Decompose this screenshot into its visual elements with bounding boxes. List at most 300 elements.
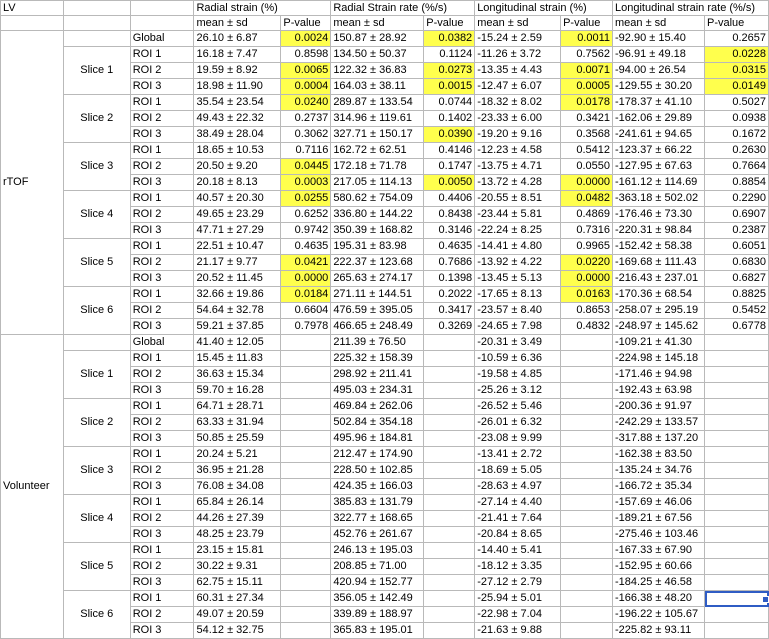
p-value-cell[interactable]	[705, 559, 769, 575]
mean-sd-cell[interactable]: -14.40 ± 5.41	[475, 543, 561, 559]
slice-label[interactable]: Slice 1	[63, 351, 130, 399]
p-value-cell[interactable]: 0.7978	[281, 319, 331, 335]
p-value-cell[interactable]: 0.7316	[561, 223, 613, 239]
p-value-cell[interactable]	[561, 351, 613, 367]
mean-sd-cell[interactable]: 49.65 ± 23.29	[194, 207, 281, 223]
p-value-header[interactable]: P-value	[705, 16, 769, 31]
mean-sd-cell[interactable]: -18.32 ± 8.02	[475, 95, 561, 111]
p-value-cell[interactable]: 0.0421	[281, 255, 331, 271]
slice-label[interactable]: Slice 2	[63, 399, 130, 447]
p-value-cell[interactable]: 0.3568	[561, 127, 613, 143]
mean-sd-cell[interactable]: -23.33 ± 6.00	[475, 111, 561, 127]
slice-label[interactable]: Slice 6	[63, 287, 130, 335]
group-label[interactable]: Volunteer	[1, 335, 64, 639]
p-value-cell[interactable]: 0.0255	[281, 191, 331, 207]
p-value-cell[interactable]	[561, 415, 613, 431]
p-value-cell[interactable]	[281, 399, 331, 415]
mean-sd-cell[interactable]: 172.18 ± 71.78	[331, 159, 424, 175]
mean-sd-cell[interactable]: 41.40 ± 12.05	[194, 335, 281, 351]
p-value-cell[interactable]: 0.0149	[705, 79, 769, 95]
p-value-cell[interactable]	[561, 591, 613, 607]
p-value-cell[interactable]: 0.0445	[281, 159, 331, 175]
mean-sd-cell[interactable]: 217.05 ± 114.13	[331, 175, 424, 191]
corner-label[interactable]: LV	[1, 1, 64, 16]
p-value-cell[interactable]	[705, 479, 769, 495]
p-value-cell[interactable]: 0.4832	[561, 319, 613, 335]
mean-sd-cell[interactable]: 65.84 ± 26.14	[194, 495, 281, 511]
p-value-cell[interactable]: 0.0065	[281, 63, 331, 79]
mean-sd-cell[interactable]: 76.08 ± 34.08	[194, 479, 281, 495]
p-value-cell[interactable]: 0.3269	[424, 319, 475, 335]
slice-label[interactable]: Slice 5	[63, 239, 130, 287]
p-value-cell[interactable]: 0.0003	[281, 175, 331, 191]
mean-sd-cell[interactable]: 246.13 ± 195.03	[331, 543, 424, 559]
p-value-cell[interactable]	[705, 415, 769, 431]
roi-label[interactable]: ROI 2	[130, 63, 194, 79]
mean-sd-cell[interactable]: 32.66 ± 19.86	[194, 287, 281, 303]
p-value-cell[interactable]: 0.4406	[424, 191, 475, 207]
mean-sd-cell[interactable]: 44.26 ± 27.39	[194, 511, 281, 527]
roi-label[interactable]: ROI 3	[130, 271, 194, 287]
p-value-cell[interactable]: 0.2737	[281, 111, 331, 127]
roi-label[interactable]: ROI 2	[130, 607, 194, 623]
mean-sd-cell[interactable]: -224.98 ± 145.18	[613, 351, 705, 367]
mean-sd-cell[interactable]: -22.98 ± 7.04	[475, 607, 561, 623]
p-value-cell[interactable]: 0.0228	[705, 47, 769, 63]
p-value-cell[interactable]: 0.9742	[281, 223, 331, 239]
p-value-cell[interactable]: 0.0178	[561, 95, 613, 111]
p-value-cell[interactable]	[424, 623, 475, 639]
p-value-cell[interactable]	[281, 511, 331, 527]
mean-sd-cell[interactable]: -363.18 ± 502.02	[613, 191, 705, 207]
mean-sd-cell[interactable]: 54.64 ± 32.78	[194, 303, 281, 319]
mean-sd-cell[interactable]: -157.69 ± 46.06	[613, 495, 705, 511]
mean-sd-cell[interactable]: -13.92 ± 4.22	[475, 255, 561, 271]
mean-sd-cell[interactable]: 502.84 ± 354.18	[331, 415, 424, 431]
roi-label[interactable]: ROI 2	[130, 207, 194, 223]
mean-sd-header[interactable]: mean ± sd	[475, 16, 561, 31]
p-value-cell[interactable]	[561, 335, 613, 351]
roi-label[interactable]: Global	[130, 335, 194, 351]
mean-sd-cell[interactable]: 289.87 ± 133.54	[331, 95, 424, 111]
mean-sd-cell[interactable]: 23.15 ± 15.81	[194, 543, 281, 559]
mean-sd-cell[interactable]: -11.26 ± 3.72	[475, 47, 561, 63]
mean-sd-cell[interactable]: -23.57 ± 8.40	[475, 303, 561, 319]
p-value-cell[interactable]: 0.1747	[424, 159, 475, 175]
p-value-header[interactable]: P-value	[561, 16, 613, 31]
group-label[interactable]: rTOF	[1, 31, 64, 335]
mean-sd-cell[interactable]: 385.83 ± 131.79	[331, 495, 424, 511]
p-value-cell[interactable]: 0.0071	[561, 63, 613, 79]
mean-sd-cell[interactable]: 208.85 ± 71.00	[331, 559, 424, 575]
p-value-cell[interactable]: 0.3421	[561, 111, 613, 127]
mean-sd-cell[interactable]: 62.75 ± 15.11	[194, 575, 281, 591]
mean-sd-cell[interactable]: -216.43 ± 237.01	[613, 271, 705, 287]
mean-sd-cell[interactable]: 336.80 ± 144.22	[331, 207, 424, 223]
p-value-cell[interactable]	[705, 383, 769, 399]
p-value-cell[interactable]: 0.8854	[705, 175, 769, 191]
p-value-cell[interactable]	[424, 479, 475, 495]
p-value-cell[interactable]	[424, 527, 475, 543]
empty-cell[interactable]	[63, 31, 130, 47]
mean-sd-cell[interactable]: 19.59 ± 8.92	[194, 63, 281, 79]
p-value-cell[interactable]	[705, 575, 769, 591]
roi-label[interactable]: ROI 1	[130, 239, 194, 255]
p-value-cell[interactable]: 0.1398	[424, 271, 475, 287]
mean-sd-cell[interactable]: -25.26 ± 3.12	[475, 383, 561, 399]
p-value-cell[interactable]: 0.0011	[561, 31, 613, 47]
p-value-cell[interactable]	[561, 607, 613, 623]
p-value-cell[interactable]: 0.0000	[281, 271, 331, 287]
p-value-cell[interactable]: 0.8825	[705, 287, 769, 303]
p-value-cell[interactable]	[561, 623, 613, 639]
roi-label[interactable]: ROI 1	[130, 47, 194, 63]
mean-sd-cell[interactable]: -171.46 ± 94.98	[613, 367, 705, 383]
mean-sd-cell[interactable]: -152.95 ± 60.66	[613, 559, 705, 575]
p-value-cell[interactable]: 0.0744	[424, 95, 475, 111]
mean-sd-cell[interactable]: 452.76 ± 261.67	[331, 527, 424, 543]
p-value-cell[interactable]	[561, 511, 613, 527]
roi-label[interactable]: ROI 1	[130, 191, 194, 207]
roi-label[interactable]: ROI 3	[130, 527, 194, 543]
p-value-cell[interactable]	[705, 351, 769, 367]
p-value-header[interactable]: P-value	[281, 16, 331, 31]
mean-sd-cell[interactable]: -13.72 ± 4.28	[475, 175, 561, 191]
p-value-cell[interactable]: 0.1124	[424, 47, 475, 63]
mean-sd-cell[interactable]: -161.12 ± 114.69	[613, 175, 705, 191]
mean-sd-cell[interactable]: -196.22 ± 105.67	[613, 607, 705, 623]
roi-label[interactable]: ROI 1	[130, 447, 194, 463]
p-value-cell[interactable]: 0.4146	[424, 143, 475, 159]
mean-sd-cell[interactable]: -176.46 ± 73.30	[613, 207, 705, 223]
mean-sd-cell[interactable]: -184.25 ± 46.58	[613, 575, 705, 591]
p-value-cell[interactable]: 0.0315	[705, 63, 769, 79]
p-value-cell[interactable]: 0.0005	[561, 79, 613, 95]
mean-sd-cell[interactable]: -258.07 ± 295.19	[613, 303, 705, 319]
p-value-cell[interactable]	[424, 351, 475, 367]
p-value-cell[interactable]	[424, 543, 475, 559]
roi-label[interactable]: ROI 2	[130, 511, 194, 527]
mean-sd-cell[interactable]: -109.21 ± 41.30	[613, 335, 705, 351]
p-value-cell[interactable]	[561, 399, 613, 415]
mean-sd-cell[interactable]: 365.83 ± 195.01	[331, 623, 424, 639]
mean-sd-cell[interactable]: -127.95 ± 67.63	[613, 159, 705, 175]
mean-sd-cell[interactable]: 222.37 ± 123.68	[331, 255, 424, 271]
empty-cell[interactable]	[1, 16, 64, 31]
p-value-cell[interactable]: 0.9965	[561, 239, 613, 255]
mean-sd-cell[interactable]: -22.24 ± 8.25	[475, 223, 561, 239]
roi-label[interactable]: ROI 3	[130, 79, 194, 95]
mean-sd-cell[interactable]: 35.54 ± 23.54	[194, 95, 281, 111]
mean-sd-header[interactable]: mean ± sd	[613, 16, 705, 31]
mean-sd-cell[interactable]: 327.71 ± 150.17	[331, 127, 424, 143]
p-value-cell[interactable]: 0.0184	[281, 287, 331, 303]
p-value-cell[interactable]	[705, 495, 769, 511]
roi-label[interactable]: ROI 3	[130, 223, 194, 239]
mean-sd-cell[interactable]: -135.24 ± 34.76	[613, 463, 705, 479]
mean-sd-cell[interactable]: 322.77 ± 168.65	[331, 511, 424, 527]
mean-sd-header[interactable]: mean ± sd	[331, 16, 424, 31]
roi-label[interactable]: ROI 1	[130, 95, 194, 111]
slice-label[interactable]: Slice 4	[63, 495, 130, 543]
mean-sd-cell[interactable]: 54.12 ± 32.75	[194, 623, 281, 639]
empty-cell[interactable]	[63, 16, 130, 31]
mean-sd-cell[interactable]: 271.11 ± 144.51	[331, 287, 424, 303]
roi-label[interactable]: ROI 2	[130, 367, 194, 383]
p-value-cell[interactable]: 0.6252	[281, 207, 331, 223]
mean-sd-cell[interactable]: -200.36 ± 91.97	[613, 399, 705, 415]
roi-label[interactable]: ROI 1	[130, 591, 194, 607]
mean-sd-cell[interactable]: 50.85 ± 25.59	[194, 431, 281, 447]
p-value-cell[interactable]	[424, 431, 475, 447]
mean-sd-cell[interactable]: 228.50 ± 102.85	[331, 463, 424, 479]
mean-sd-cell[interactable]: 36.63 ± 15.34	[194, 367, 281, 383]
roi-label[interactable]: ROI 2	[130, 111, 194, 127]
mean-sd-cell[interactable]: -241.61 ± 94.65	[613, 127, 705, 143]
p-value-cell[interactable]: 0.7562	[561, 47, 613, 63]
mean-sd-cell[interactable]: -317.88 ± 137.20	[613, 431, 705, 447]
slice-label[interactable]: Slice 3	[63, 447, 130, 495]
mean-sd-cell[interactable]: 15.45 ± 11.83	[194, 351, 281, 367]
mean-sd-cell[interactable]: -20.55 ± 8.51	[475, 191, 561, 207]
mean-sd-cell[interactable]: -189.21 ± 67.56	[613, 511, 705, 527]
selected-cell[interactable]	[705, 591, 769, 607]
roi-label[interactable]: ROI 2	[130, 255, 194, 271]
p-value-cell[interactable]: 0.0220	[561, 255, 613, 271]
mean-sd-cell[interactable]: 22.51 ± 10.47	[194, 239, 281, 255]
mean-sd-cell[interactable]: 350.39 ± 168.82	[331, 223, 424, 239]
mean-sd-cell[interactable]: -18.69 ± 5.05	[475, 463, 561, 479]
empty-cell[interactable]	[130, 16, 194, 31]
p-value-cell[interactable]	[561, 431, 613, 447]
roi-label[interactable]: ROI 1	[130, 495, 194, 511]
p-value-cell[interactable]: 0.0000	[561, 271, 613, 287]
mean-sd-cell[interactable]: -23.08 ± 9.99	[475, 431, 561, 447]
p-value-cell[interactable]	[705, 511, 769, 527]
p-value-cell[interactable]	[561, 575, 613, 591]
p-value-cell[interactable]: 0.2657	[705, 31, 769, 47]
slice-label[interactable]: Slice 6	[63, 591, 130, 639]
p-value-cell[interactable]: 0.3417	[424, 303, 475, 319]
slice-label[interactable]: Slice 3	[63, 143, 130, 191]
mean-sd-cell[interactable]: -27.14 ± 4.40	[475, 495, 561, 511]
mean-sd-cell[interactable]: -20.84 ± 8.65	[475, 527, 561, 543]
mean-sd-cell[interactable]: 122.32 ± 36.83	[331, 63, 424, 79]
p-value-cell[interactable]	[281, 479, 331, 495]
roi-label[interactable]: ROI 3	[130, 623, 194, 639]
mean-sd-cell[interactable]: -129.55 ± 30.20	[613, 79, 705, 95]
mean-sd-cell[interactable]: 64.71 ± 28.71	[194, 399, 281, 415]
p-value-cell[interactable]: 0.5412	[561, 143, 613, 159]
mean-sd-cell[interactable]: -248.97 ± 145.62	[613, 319, 705, 335]
mean-sd-cell[interactable]: -10.59 ± 6.36	[475, 351, 561, 367]
p-value-cell[interactable]: 0.8653	[561, 303, 613, 319]
p-value-cell[interactable]	[281, 591, 331, 607]
mean-sd-cell[interactable]: 134.50 ± 50.37	[331, 47, 424, 63]
p-value-cell[interactable]	[561, 543, 613, 559]
mean-sd-cell[interactable]: -26.52 ± 5.46	[475, 399, 561, 415]
p-value-cell[interactable]	[281, 495, 331, 511]
mean-sd-cell[interactable]: 164.03 ± 38.11	[331, 79, 424, 95]
mean-sd-cell[interactable]: -24.65 ± 7.98	[475, 319, 561, 335]
p-value-cell[interactable]: 0.0240	[281, 95, 331, 111]
p-value-cell[interactable]: 0.7664	[705, 159, 769, 175]
p-value-cell[interactable]	[281, 447, 331, 463]
mean-sd-cell[interactable]: 195.31 ± 83.98	[331, 239, 424, 255]
roi-label[interactable]: ROI 3	[130, 479, 194, 495]
p-value-cell[interactable]	[561, 447, 613, 463]
p-value-cell[interactable]	[424, 607, 475, 623]
p-value-cell[interactable]: 0.7686	[424, 255, 475, 271]
mean-sd-cell[interactable]: -169.68 ± 111.43	[613, 255, 705, 271]
p-value-cell[interactable]: 0.0390	[424, 127, 475, 143]
mean-sd-cell[interactable]: 495.96 ± 184.81	[331, 431, 424, 447]
p-value-cell[interactable]: 0.4635	[281, 239, 331, 255]
p-value-cell[interactable]: 0.0550	[561, 159, 613, 175]
p-value-cell[interactable]	[561, 383, 613, 399]
p-value-cell[interactable]: 0.0938	[705, 111, 769, 127]
longitudinal-strain-header[interactable]: Longitudinal strain (%)	[475, 1, 613, 16]
p-value-cell[interactable]: 0.0273	[424, 63, 475, 79]
mean-sd-cell[interactable]: 49.07 ± 20.59	[194, 607, 281, 623]
roi-label[interactable]: ROI 3	[130, 127, 194, 143]
p-value-cell[interactable]: 0.0000	[561, 175, 613, 191]
radial-strain-header[interactable]: Radial strain (%)	[194, 1, 331, 16]
p-value-cell[interactable]	[424, 575, 475, 591]
slice-label[interactable]: Slice 5	[63, 543, 130, 591]
slice-label[interactable]: Slice 1	[63, 47, 130, 95]
mean-sd-cell[interactable]: -13.45 ± 5.13	[475, 271, 561, 287]
p-value-cell[interactable]	[424, 415, 475, 431]
p-value-cell[interactable]	[424, 383, 475, 399]
mean-sd-cell[interactable]: -13.35 ± 4.43	[475, 63, 561, 79]
p-value-cell[interactable]	[424, 559, 475, 575]
p-value-cell[interactable]	[281, 559, 331, 575]
p-value-cell[interactable]	[561, 495, 613, 511]
mean-sd-cell[interactable]: 20.50 ± 9.20	[194, 159, 281, 175]
p-value-cell[interactable]: 0.0382	[424, 31, 475, 47]
p-value-cell[interactable]	[281, 575, 331, 591]
mean-sd-cell[interactable]: -94.00 ± 26.54	[613, 63, 705, 79]
mean-sd-cell[interactable]: -178.37 ± 41.10	[613, 95, 705, 111]
mean-sd-cell[interactable]: -152.42 ± 58.38	[613, 239, 705, 255]
roi-label[interactable]: ROI 3	[130, 383, 194, 399]
p-value-cell[interactable]	[424, 463, 475, 479]
p-value-cell[interactable]	[281, 415, 331, 431]
p-value-cell[interactable]: 0.6778	[705, 319, 769, 335]
mean-sd-cell[interactable]: -27.12 ± 2.79	[475, 575, 561, 591]
mean-sd-cell[interactable]: 26.10 ± 6.87	[194, 31, 281, 47]
p-value-cell[interactable]: 0.7116	[281, 143, 331, 159]
mean-sd-cell[interactable]: 225.32 ± 158.39	[331, 351, 424, 367]
roi-label[interactable]: ROI 3	[130, 319, 194, 335]
p-value-cell[interactable]	[561, 527, 613, 543]
mean-sd-cell[interactable]: -96.91 ± 49.18	[613, 47, 705, 63]
mean-sd-cell[interactable]: 580.62 ± 754.09	[331, 191, 424, 207]
mean-sd-cell[interactable]: 495.03 ± 234.31	[331, 383, 424, 399]
p-value-cell[interactable]	[705, 447, 769, 463]
mean-sd-cell[interactable]: -225.82 ± 93.11	[613, 623, 705, 639]
mean-sd-cell[interactable]: 162.72 ± 62.51	[331, 143, 424, 159]
empty-cell[interactable]	[63, 335, 130, 351]
mean-sd-cell[interactable]: 150.87 ± 28.92	[331, 31, 424, 47]
mean-sd-cell[interactable]: 314.96 ± 119.61	[331, 111, 424, 127]
p-value-cell[interactable]: 0.0163	[561, 287, 613, 303]
mean-sd-cell[interactable]: 20.52 ± 11.45	[194, 271, 281, 287]
mean-sd-cell[interactable]: 49.43 ± 22.32	[194, 111, 281, 127]
p-value-cell[interactable]: 0.0015	[424, 79, 475, 95]
p-value-cell[interactable]: 0.2630	[705, 143, 769, 159]
slice-label[interactable]: Slice 4	[63, 191, 130, 239]
mean-sd-cell[interactable]: 211.39 ± 76.50	[331, 335, 424, 351]
roi-label[interactable]: ROI 3	[130, 575, 194, 591]
p-value-cell[interactable]	[281, 351, 331, 367]
mean-sd-cell[interactable]: -25.94 ± 5.01	[475, 591, 561, 607]
p-value-cell[interactable]: 0.1402	[424, 111, 475, 127]
mean-sd-cell[interactable]: -242.29 ± 133.57	[613, 415, 705, 431]
p-value-cell[interactable]	[424, 367, 475, 383]
p-value-cell[interactable]	[424, 495, 475, 511]
mean-sd-cell[interactable]: 476.59 ± 395.05	[331, 303, 424, 319]
mean-sd-cell[interactable]: -21.63 ± 9.88	[475, 623, 561, 639]
roi-label[interactable]: ROI 1	[130, 287, 194, 303]
mean-sd-cell[interactable]: -26.01 ± 6.32	[475, 415, 561, 431]
mean-sd-cell[interactable]: 469.84 ± 262.06	[331, 399, 424, 415]
roi-label[interactable]: ROI 3	[130, 175, 194, 191]
mean-sd-cell[interactable]: 298.92 ± 211.41	[331, 367, 424, 383]
mean-sd-cell[interactable]: 30.22 ± 9.31	[194, 559, 281, 575]
p-value-cell[interactable]	[424, 591, 475, 607]
p-value-cell[interactable]	[424, 511, 475, 527]
mean-sd-cell[interactable]: -92.90 ± 15.40	[613, 31, 705, 47]
roi-label[interactable]: ROI 2	[130, 463, 194, 479]
p-value-cell[interactable]: 0.1672	[705, 127, 769, 143]
roi-label[interactable]: ROI 1	[130, 399, 194, 415]
mean-sd-cell[interactable]: 59.21 ± 37.85	[194, 319, 281, 335]
mean-sd-cell[interactable]: 40.57 ± 20.30	[194, 191, 281, 207]
p-value-cell[interactable]: 0.2387	[705, 223, 769, 239]
p-value-cell[interactable]: 0.5027	[705, 95, 769, 111]
p-value-cell[interactable]: 0.6830	[705, 255, 769, 271]
p-value-cell[interactable]	[705, 607, 769, 623]
mean-sd-cell[interactable]: 18.65 ± 10.53	[194, 143, 281, 159]
p-value-cell[interactable]: 0.0050	[424, 175, 475, 191]
p-value-cell[interactable]: 0.6827	[705, 271, 769, 287]
mean-sd-cell[interactable]: 21.17 ± 9.77	[194, 255, 281, 271]
roi-label[interactable]: ROI 2	[130, 159, 194, 175]
mean-sd-cell[interactable]: 339.89 ± 188.97	[331, 607, 424, 623]
p-value-cell[interactable]	[281, 335, 331, 351]
mean-sd-header[interactable]: mean ± sd	[194, 16, 281, 31]
roi-label[interactable]: ROI 2	[130, 559, 194, 575]
empty-cell[interactable]	[63, 1, 130, 16]
p-value-cell[interactable]: 0.4635	[424, 239, 475, 255]
mean-sd-cell[interactable]: -162.06 ± 29.89	[613, 111, 705, 127]
p-value-cell[interactable]: 0.5452	[705, 303, 769, 319]
p-value-cell[interactable]	[705, 431, 769, 447]
p-value-cell[interactable]	[561, 463, 613, 479]
mean-sd-cell[interactable]: 36.95 ± 21.28	[194, 463, 281, 479]
p-value-header[interactable]: P-value	[424, 16, 475, 31]
p-value-cell[interactable]	[705, 623, 769, 639]
p-value-cell[interactable]: 0.0482	[561, 191, 613, 207]
p-value-cell[interactable]	[705, 463, 769, 479]
p-value-cell[interactable]	[281, 543, 331, 559]
mean-sd-cell[interactable]: 18.98 ± 11.90	[194, 79, 281, 95]
mean-sd-cell[interactable]: -14.41 ± 4.80	[475, 239, 561, 255]
mean-sd-cell[interactable]: 47.71 ± 27.29	[194, 223, 281, 239]
mean-sd-cell[interactable]: 420.94 ± 152.77	[331, 575, 424, 591]
